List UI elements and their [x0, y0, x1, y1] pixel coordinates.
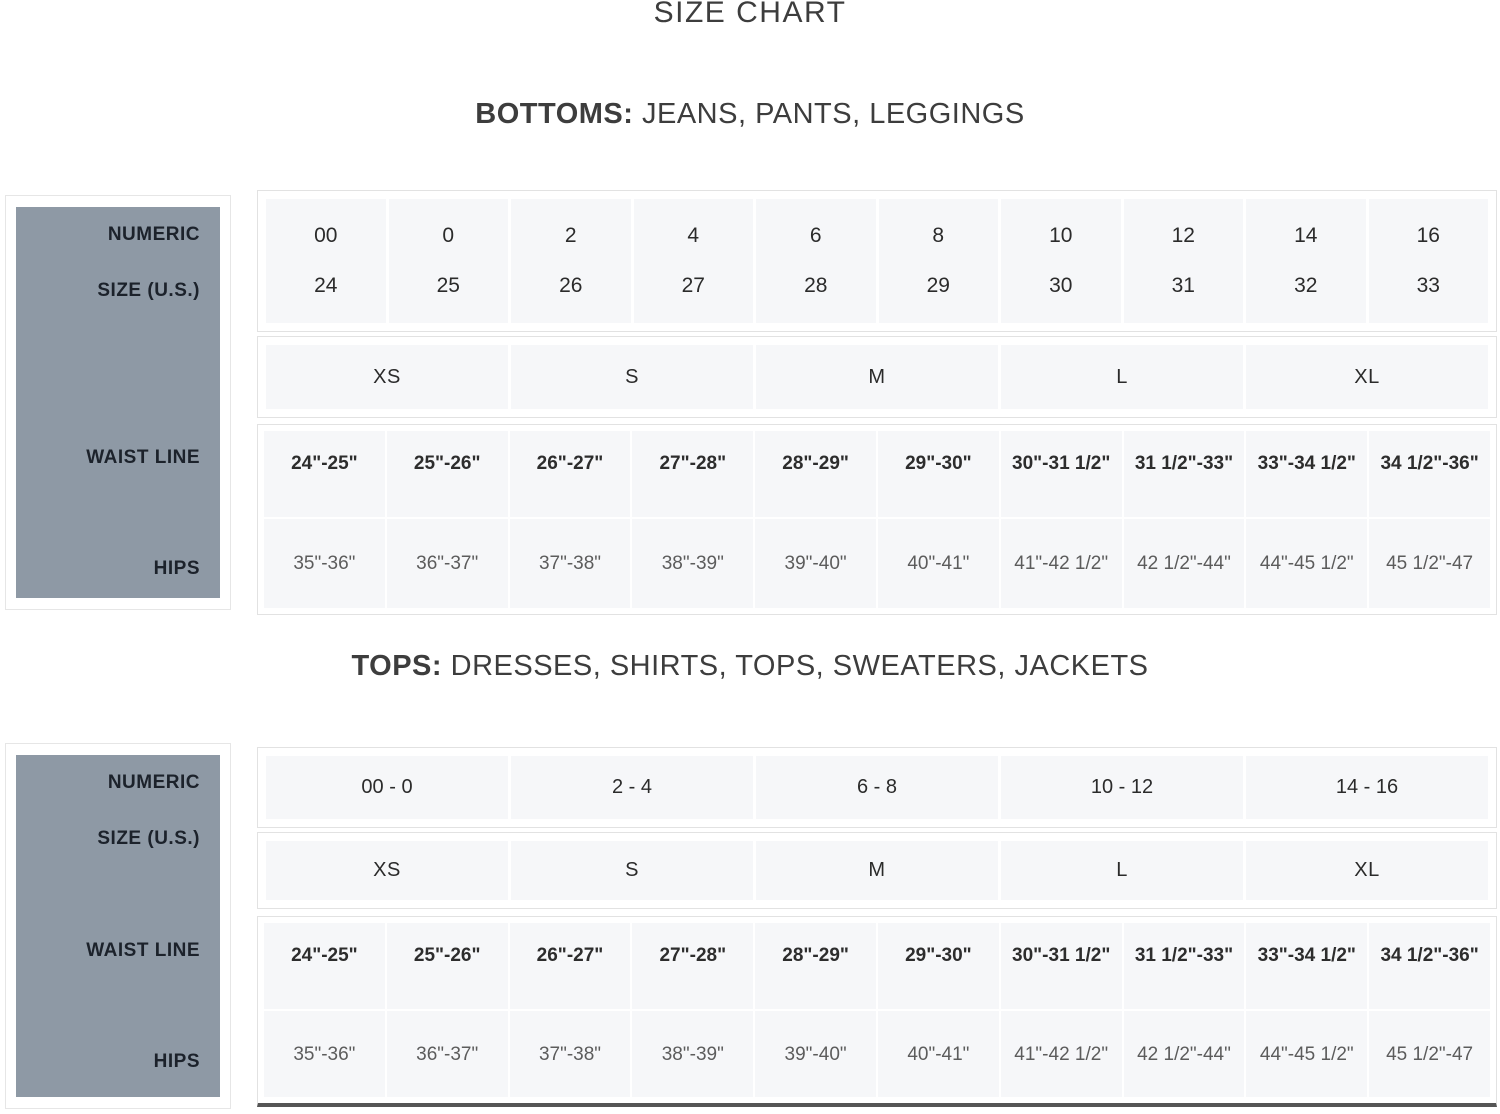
waist-measurement-cell: 30"-31 1/2": [1001, 431, 1122, 517]
waist-measurement-cell: 31 1/2"-33": [1124, 923, 1245, 1009]
row-label-waist-line: WAIST LINE: [86, 940, 200, 961]
hips-measurement-cell: 44"-45 1/2": [1246, 1011, 1367, 1097]
bottoms-numeric-sizes-row: [257, 190, 1497, 332]
page-title: SIZE CHART: [653, 0, 847, 29]
row-label-waist-line: WAIST LINE: [86, 447, 200, 468]
waist-measurement-cell: 33"-34 1/2": [1246, 431, 1367, 517]
bottoms-measurements-table: [257, 424, 1497, 615]
row-label-numeric: NUMERIC: [107, 772, 200, 793]
numeric-size-cell: [1246, 199, 1366, 323]
hips-measurement-cell: 38"-39": [632, 519, 753, 608]
hips-measurement-cell: 40"-41": [878, 1011, 999, 1097]
waist-measurement-cell: 33"-34 1/2": [1246, 923, 1367, 1009]
numeric-size-value: 10: [1049, 224, 1073, 248]
letter-size-cell: XS: [266, 841, 508, 900]
tops-numeric-sizes-row: [257, 747, 1497, 828]
bottoms-row-labels-panel: [5, 195, 231, 610]
bottoms-row-labels-background: [16, 207, 220, 598]
letter-size-cell: L: [1001, 841, 1243, 900]
hips-measurement-cell: 36"-37": [387, 1011, 508, 1097]
waist-size-value: 27: [681, 273, 705, 297]
tops-letter-sizes-row: [257, 832, 1497, 909]
numeric-size-cell: [511, 199, 631, 323]
letter-size-cell: L: [1001, 345, 1243, 409]
hips-measurement-cell: 36"-37": [387, 519, 508, 608]
hips-measurement-cell: 37"-38": [510, 519, 631, 608]
row-label-numeric: NUMERIC: [107, 224, 200, 245]
tops-measurements-table: [257, 916, 1497, 1107]
hips-measurement-cell: 39"-40": [755, 1011, 876, 1097]
waist-measurement-cell: 30"-31 1/2": [1001, 923, 1122, 1009]
letter-size-cell: XL: [1246, 345, 1488, 409]
letter-size-cell: XL: [1246, 841, 1488, 900]
hips-measurement-cell: 44"-45 1/2": [1246, 519, 1367, 608]
letter-size-cell: M: [756, 841, 998, 900]
waist-size-value: 32: [1294, 273, 1318, 297]
numeric-size-value: 14: [1294, 224, 1318, 248]
numeric-size-value: 0: [442, 224, 455, 248]
numeric-size-value: 6: [809, 224, 822, 248]
waist-measurement-cell: 26"-27": [510, 923, 631, 1009]
hips-measurement-cell: 37"-38": [510, 1011, 631, 1097]
numeric-size-range-cell: 10 - 12: [1001, 756, 1243, 819]
letter-size-cell: S: [511, 841, 753, 900]
waist-size-value: 29: [926, 273, 950, 297]
waist-measurement-cell: 34 1/2"-36": [1369, 431, 1490, 517]
numeric-size-value: 12: [1171, 224, 1195, 248]
waist-size-value: 28: [804, 273, 828, 297]
row-label-hips: HIPS: [153, 1051, 200, 1072]
waist-measurement-cell: 27"-28": [632, 431, 753, 517]
hips-measurement-cell: 42 1/2"-44": [1124, 1011, 1245, 1097]
numeric-size-cell: [1001, 199, 1121, 323]
tops-heading-category: TOPS:: [351, 650, 443, 682]
waist-measurement-cell: 34 1/2"-36": [1369, 923, 1490, 1009]
hips-measurement-cell: 45 1/2"-47: [1369, 519, 1490, 608]
waist-size-value: 30: [1049, 273, 1073, 297]
waist-measurement-cell: 29"-30": [878, 923, 999, 1009]
waist-size-value: 25: [436, 273, 460, 297]
hips-measurement-cell: 41"-42 1/2": [1001, 1011, 1122, 1097]
bottoms-heading-items: JEANS, PANTS, LEGGINGS: [633, 98, 1025, 130]
numeric-size-cell: [634, 199, 754, 323]
tops-heading-items: DRESSES, SHIRTS, TOPS, SWEATERS, JACKETS: [442, 650, 1149, 682]
hips-measurement-cell: 35"-36": [264, 519, 385, 608]
numeric-size-cell: [266, 199, 386, 323]
tops-row-labels-background: [16, 755, 220, 1097]
waist-measurement-cell: 29"-30": [878, 431, 999, 517]
hips-measurement-cell: 40"-41": [878, 519, 999, 608]
hips-measurement-cell: 35"-36": [264, 1011, 385, 1097]
bottoms-heading-category: BOTTOMS:: [475, 98, 634, 130]
waist-measurement-cell: 25"-26": [387, 923, 508, 1009]
tops-row-labels-panel: [5, 743, 231, 1109]
bottoms-letter-sizes-row: [257, 336, 1497, 418]
waist-size-value: 33: [1416, 273, 1440, 297]
waist-measurement-cell: 31 1/2"-33": [1124, 431, 1245, 517]
letter-size-cell: S: [511, 345, 753, 409]
waist-measurement-cell: 25"-26": [387, 431, 508, 517]
waist-size-value: 26: [559, 273, 583, 297]
hips-measurement-cell: 41"-42 1/2": [1001, 519, 1122, 608]
letter-size-cell: XS: [266, 345, 508, 409]
numeric-size-range-cell: 6 - 8: [756, 756, 998, 819]
numeric-size-cell: [1369, 199, 1489, 323]
row-label-size-us: SIZE (U.S.): [97, 828, 200, 849]
numeric-size-range-cell: 14 - 16: [1246, 756, 1488, 819]
waist-size-value: 24: [314, 273, 338, 297]
numeric-size-range-cell: 00 - 0: [266, 756, 508, 819]
waist-measurement-cell: 26"-27": [510, 431, 631, 517]
waist-measurement-cell: 24"-25": [264, 923, 385, 1009]
hips-measurement-cell: 39"-40": [755, 519, 876, 608]
waist-size-value: 31: [1171, 273, 1195, 297]
numeric-size-cell: [879, 199, 999, 323]
hips-measurement-cell: 38"-39": [632, 1011, 753, 1097]
numeric-size-range-cell: 2 - 4: [511, 756, 753, 819]
waist-measurement-cell: 24"-25": [264, 431, 385, 517]
numeric-size-value: 8: [932, 224, 945, 248]
waist-measurement-cell: 28"-29": [755, 431, 876, 517]
numeric-size-cell: [389, 199, 509, 323]
numeric-size-value: 16: [1416, 224, 1440, 248]
hips-measurement-cell: 42 1/2"-44": [1124, 519, 1245, 608]
numeric-size-value: 00: [314, 224, 338, 248]
bottoms-section-heading: [0, 98, 1500, 131]
numeric-size-value: 2: [564, 224, 577, 248]
letter-size-cell: M: [756, 345, 998, 409]
numeric-size-cell: [1124, 199, 1244, 323]
numeric-size-value: 4: [687, 224, 700, 248]
row-label-size-us: SIZE (U.S.): [97, 280, 200, 301]
hips-measurement-cell: 45 1/2"-47: [1369, 1011, 1490, 1097]
row-label-hips: HIPS: [153, 558, 200, 579]
tops-section-heading: [0, 650, 1500, 683]
numeric-size-cell: [756, 199, 876, 323]
waist-measurement-cell: 27"-28": [632, 923, 753, 1009]
waist-measurement-cell: 28"-29": [755, 923, 876, 1009]
